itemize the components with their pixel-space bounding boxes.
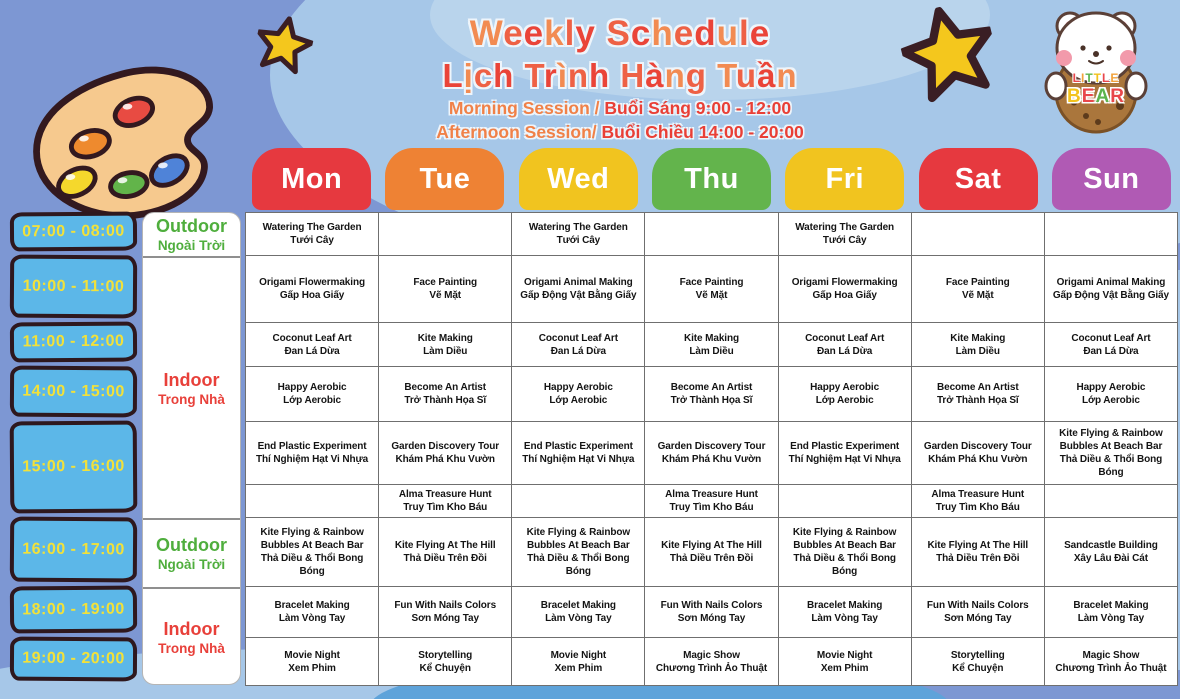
time-slot-label: 18:00 - 19:00	[22, 600, 125, 618]
activity-name-vi: Gấp Động Vật Bằng Giấy	[1052, 290, 1169, 301]
activity-name-vi: Sơn Móng Tay	[677, 613, 746, 624]
activity-name-en: Magic Show	[1082, 649, 1140, 661]
page-title-en: Weekly Schedule	[469, 14, 771, 53]
activity-name-en: Origami Animal Making	[1056, 277, 1166, 288]
activity-name-vi: Thả Diều Trên Đồi	[403, 553, 487, 564]
time-slot-label: 07:00 - 08:00	[22, 222, 125, 240]
paint-palette-icon	[14, 51, 245, 238]
activity-name-en: Happy Aerobic	[1076, 382, 1146, 393]
schedule-cell	[779, 587, 912, 638]
schedule-cell	[379, 422, 512, 485]
schedule-cell	[379, 256, 512, 323]
activity-name-en: Fun With Nails Colors	[394, 600, 497, 611]
day-header-mon	[252, 148, 371, 210]
activity-name-en: Fun With Nails Colors	[660, 600, 763, 611]
activity-name-vi: Xây Lâu Đài Cát	[1073, 553, 1148, 564]
schedule-cell	[912, 485, 1045, 518]
schedule-cell	[246, 638, 379, 686]
activity-name-en: Garden Discovery Tour	[923, 441, 1032, 452]
day-label: Sun	[1083, 162, 1140, 195]
schedule-cell	[912, 587, 1045, 638]
afternoon-session-en: Afternoon Session/	[436, 122, 597, 142]
activity-name-vi: Thả Diều Trên Đồi	[936, 553, 1020, 564]
afternoon-session-vi: Buổi Chiều 14:00 - 20:00	[601, 122, 804, 142]
activity-name-vi: Khám Phá Khu Vườn	[661, 454, 762, 465]
activity-name-vi: Truy Tìm Kho Báu	[669, 502, 754, 513]
activity-name-en: Movie Night	[816, 649, 873, 661]
schedule-cell	[1045, 485, 1178, 518]
time-slot	[10, 322, 137, 363]
schedule-cell	[779, 256, 912, 323]
time-slot-label: 15:00 - 16:00	[22, 457, 125, 476]
activity-name-en: Bracelet Making	[807, 600, 883, 611]
day-header-thu	[652, 148, 771, 210]
activity-name-vi: Khám Phá Khu Vườn	[928, 454, 1028, 465]
time-slot	[10, 586, 137, 634]
schedule-cell	[512, 213, 645, 256]
activity-name-vi: Đan Lá Dừa	[550, 345, 606, 357]
schedule-cell	[779, 638, 912, 686]
time-slot-label: 19:00 - 20:00	[22, 649, 125, 668]
activity-name-vi: Thả Diều & Thổi Bong Bóng	[1059, 454, 1163, 478]
schedule-cell	[512, 485, 645, 518]
section-indoor-3	[143, 587, 240, 685]
activity-name-vi: Đan Lá Dừa	[284, 345, 340, 357]
activity-name-en: Origami Flowermaking	[791, 277, 898, 288]
section-outdoor-2	[143, 518, 240, 587]
activity-name-en: Storytelling	[418, 649, 473, 661]
activity-name-en: Watering The Garden	[795, 222, 895, 233]
activity-name-vi: Kể Chuyện	[419, 662, 471, 674]
activity-name-en: End Plastic Experiment	[523, 441, 633, 452]
activity-name-vi: Gấp Động Vật Bằng Giấy	[520, 290, 637, 301]
activity-name-vi: Chương Trình Ảo Thuật	[655, 662, 768, 674]
day-header-sun	[1052, 148, 1171, 210]
activity-name-vi: Khám Phá Khu Vườn	[395, 454, 495, 465]
day-label: Fri	[825, 162, 865, 195]
schedule-cell	[779, 518, 912, 587]
day-label: Thu	[684, 162, 739, 195]
schedule-cell	[645, 485, 778, 518]
activity-name-vi: Truy Tìm Kho Báu	[403, 502, 488, 513]
activity-name-en: End Plastic Experiment	[257, 441, 367, 452]
activity-name-vi: Vẽ Mặt	[429, 290, 462, 301]
activity-name-vi: Xem Phim	[288, 662, 336, 674]
activity-name-en: Face Painting	[945, 277, 1010, 288]
activity-name-en: Storytelling	[950, 649, 1005, 661]
schedule-cell	[912, 367, 1045, 422]
schedule-cell	[779, 485, 912, 518]
schedule-cell	[512, 367, 645, 422]
activity-name-vi: Thí Nghiệm Hạt Vi Nhựa	[788, 454, 901, 465]
time-slot	[10, 255, 137, 319]
activity-name-vi: Sơn Móng Tay	[411, 613, 479, 624]
schedule-cell	[645, 213, 778, 256]
time-slot	[10, 517, 137, 583]
schedule-cell	[379, 638, 512, 686]
day-label: Tue	[419, 162, 471, 195]
schedule-cell	[512, 587, 645, 638]
day-label: Sat	[954, 162, 1002, 195]
activity-name-vi: Tưới Cây	[556, 235, 601, 246]
activity-name-en: Kite Flying & Rainbow Bubbles At Beach Bar	[260, 527, 364, 551]
page-title-vi: Lịch Trình Hàng Tuần	[442, 57, 798, 94]
day-label: Mon	[281, 162, 343, 195]
activity-name-vi: Xem Phim	[820, 662, 869, 674]
schedule-cell	[912, 518, 1045, 587]
activity-name-vi: Gấp Hoa Giấy	[812, 290, 877, 301]
schedule-cell	[246, 587, 379, 638]
activity-name-vi: Thí Nghiệm Hạt Vi Nhựa	[256, 454, 369, 465]
section-label-en: Indoor	[163, 369, 220, 390]
day-header-tue	[385, 148, 504, 210]
schedule-cell	[912, 422, 1045, 485]
time-slot	[10, 421, 138, 514]
activity-name-vi: Thả Diều & Thổi Bong Bóng	[260, 553, 364, 577]
activity-name-vi: Lớp Aerobic	[1081, 395, 1140, 406]
activity-name-vi: Lớp Aerobic	[815, 395, 874, 406]
schedule-cell	[379, 485, 512, 518]
schedule-cell	[379, 587, 512, 638]
schedule-cell	[246, 485, 379, 518]
activity-name-en: Coconut Leaf Art	[538, 332, 618, 344]
schedule-cell	[645, 638, 778, 686]
activity-name-en: Watering The Garden	[262, 222, 362, 233]
activity-name-en: Bracelet Making	[274, 600, 350, 611]
activity-name-vi: Thả Diều Trên Đồi	[669, 553, 754, 564]
activity-name-vi: Tưới Cây	[290, 235, 334, 246]
activity-name-en: Garden Discovery Tour	[391, 441, 500, 452]
time-slot	[10, 637, 137, 682]
activity-name-en: Coconut Leaf Art	[1071, 332, 1151, 344]
activity-name-vi: Tưới Cây	[822, 235, 867, 246]
section-label-vi: Trong Nhà	[158, 391, 225, 407]
activity-name-en: Kite Flying & Rainbow Bubbles At Beach Bar	[526, 527, 631, 551]
schedule-cell	[379, 518, 512, 587]
activity-name-vi: Làm Vòng Tay	[545, 613, 612, 624]
activity-name-vi: Trở Thành Họa Sĩ	[404, 395, 487, 406]
section-label-en: Indoor	[163, 619, 220, 639]
section-column	[142, 212, 241, 685]
schedule-cell	[1045, 256, 1178, 323]
time-slot-label: 14:00 - 15:00	[22, 382, 125, 400]
activity-name-en: Kite Making	[950, 332, 1006, 344]
schedule-cell	[512, 323, 645, 367]
activity-name-en: Origami Animal Making	[524, 277, 633, 288]
section-indoor-1	[143, 256, 240, 518]
activity-name-en: Alma Treasure Hunt	[665, 489, 758, 500]
day-header-sat	[919, 148, 1038, 210]
activity-name-en: Watering The Garden	[528, 222, 628, 233]
activity-name-vi: Kể Chuyện	[952, 662, 1004, 674]
schedule-cell	[246, 213, 379, 256]
schedule-cell	[379, 367, 512, 422]
activity-name-vi: Đan Lá Dừa	[1083, 345, 1139, 357]
activity-name-en: Kite Making	[683, 332, 739, 344]
activity-name-en: Alma Treasure Hunt	[931, 489, 1025, 500]
time-slot	[10, 366, 137, 418]
schedule-cell	[645, 587, 778, 638]
time-slot-label: 10:00 - 11:00	[22, 277, 125, 295]
activity-name-en: Become An Artist	[404, 382, 486, 393]
schedule-cell	[912, 213, 1045, 256]
schedule-cell	[1045, 587, 1178, 638]
schedule-grid	[245, 212, 1178, 686]
activity-name-en: Movie Night	[550, 649, 607, 661]
morning-session-vi: Buổi Sáng 9:00 - 12:00	[604, 98, 792, 118]
schedule-cell	[246, 323, 379, 367]
activity-name-vi: Trở Thành Họa Sĩ	[670, 395, 753, 406]
activity-name-vi: Thí Nghiệm Hạt Vi Nhựa	[522, 454, 635, 465]
activity-name-en: Sandcastle Building	[1064, 540, 1158, 551]
schedule-cell	[379, 323, 512, 367]
schedule-cell	[246, 422, 379, 485]
activity-name-vi: Làm Vòng Tay	[278, 613, 346, 624]
activity-name-en: Become An Artist	[936, 382, 1019, 393]
activity-name-en: Origami Flowermaking	[259, 277, 365, 288]
schedule-cell	[645, 422, 778, 485]
schedule-cell	[779, 323, 912, 367]
activity-name-en: Bracelet Making	[540, 600, 616, 611]
schedule-cell	[912, 256, 1045, 323]
schedule-cell	[645, 256, 778, 323]
activity-name-vi: Gấp Hoa Giấy	[279, 290, 345, 301]
time-column	[10, 212, 137, 685]
activity-name-vi: Truy Tìm Kho Báu	[935, 502, 1020, 513]
section-label-vi: Trong Nhà	[158, 641, 225, 656]
activity-name-en: Happy Aerobic	[810, 382, 880, 393]
logo-line-bear: BEAR	[1067, 85, 1125, 107]
activity-name-en: Kite Flying & Rainbow Bubbles At Beach Bar	[1059, 428, 1163, 452]
schedule-cell	[1045, 367, 1178, 422]
activity-name-en: Coconut Leaf Art	[805, 332, 885, 344]
logo-text	[1026, 70, 1166, 107]
activity-name-vi: Lớp Aerobic	[283, 395, 341, 406]
schedule-cell	[645, 367, 778, 422]
activity-name-vi: Trở Thành Họa Sĩ	[936, 395, 1019, 406]
afternoon-session-line	[250, 122, 990, 143]
schedule-cell	[512, 256, 645, 323]
activity-name-vi: Làm Diều	[423, 345, 468, 357]
schedule-cell	[246, 518, 379, 587]
activity-name-vi: Chương Trình Ảo Thuật	[1055, 662, 1167, 674]
activity-name-en: Fun With Nails Colors	[926, 600, 1029, 611]
activity-name-en: Movie Night	[284, 649, 340, 661]
activity-name-vi: Xem Phim	[554, 662, 603, 674]
schedule-cell	[512, 422, 645, 485]
activity-name-vi: Vẽ Mặt	[695, 290, 728, 301]
header	[250, 14, 990, 143]
little-bear-logo	[1026, 4, 1166, 146]
activity-name-vi: Thả Diều & Thổi Bong Bóng	[527, 553, 630, 577]
activity-name-vi: Làm Diều	[955, 345, 1000, 357]
activity-name-vi: Vẽ Mặt	[961, 290, 994, 301]
activity-name-en: Coconut Leaf Art	[272, 332, 352, 344]
day-label: Wed	[547, 162, 610, 195]
activity-name-en: Kite Flying At The Hill	[661, 540, 762, 551]
schedule-cell	[645, 518, 778, 587]
activity-name-en: Alma Treasure Hunt	[398, 489, 492, 500]
schedule-cell	[512, 638, 645, 686]
day-header-fri	[785, 148, 904, 210]
activity-name-en: Face Painting	[413, 277, 478, 288]
schedule-cell	[779, 213, 912, 256]
activity-name-vi: Sơn Móng Tay	[944, 613, 1012, 624]
schedule-cell	[1045, 638, 1178, 686]
activity-name-vi: Làm Vòng Tay	[1077, 613, 1145, 624]
activity-name-vi: Lớp Aerobic	[549, 395, 608, 406]
morning-session-en: Morning Session /	[448, 98, 600, 118]
schedule-cell	[779, 367, 912, 422]
activity-name-en: Happy Aerobic	[543, 382, 613, 393]
activity-name-en: Become An Artist	[670, 382, 753, 393]
activity-name-en: Kite Flying & Rainbow Bubbles At Beach Bar	[792, 527, 897, 551]
section-label-en: Outdoor	[156, 535, 227, 555]
section-label-vi: Ngoài Trời	[157, 238, 226, 253]
activity-name-en: Face Painting	[679, 277, 744, 288]
schedule-cell	[512, 518, 645, 587]
activity-name-en: End Plastic Experiment	[790, 441, 900, 452]
schedule-cell	[1045, 213, 1178, 256]
schedule-cell	[246, 256, 379, 323]
schedule-cell	[645, 323, 778, 367]
schedule-cell	[246, 367, 379, 422]
morning-session-line	[250, 98, 990, 119]
time-slot-label: 11:00 - 12:00	[22, 332, 125, 351]
section-label-en: Outdoor	[156, 216, 227, 236]
activity-name-en: Bracelet Making	[1073, 600, 1149, 611]
time-slot-label: 16:00 - 17:00	[22, 540, 125, 558]
activity-name-vi: Thả Diều & Thổi Bong Bóng	[793, 553, 896, 577]
time-slot	[10, 212, 137, 252]
day-header-wed	[519, 148, 638, 210]
schedule-cell	[912, 323, 1045, 367]
schedule-cell	[379, 213, 512, 256]
schedule-cell	[779, 422, 912, 485]
schedule-cell	[1045, 518, 1178, 587]
activity-name-vi: Làm Vòng Tay	[811, 613, 878, 624]
schedule-cell	[1045, 323, 1178, 367]
logo-line-little: LITTLE	[1072, 71, 1120, 85]
activity-name-en: Happy Aerobic	[277, 382, 347, 393]
schedule-cell	[912, 638, 1045, 686]
activity-name-en: Kite Making	[417, 332, 473, 344]
activity-name-vi: Làm Diều	[689, 345, 734, 357]
activity-name-en: Kite Flying At The Hill	[927, 540, 1029, 551]
day-header-row	[245, 148, 1178, 210]
activity-name-en: Kite Flying At The Hill	[394, 540, 496, 551]
section-label-vi: Ngoài Trời	[157, 557, 226, 572]
activity-name-en: Garden Discovery Tour	[657, 441, 766, 452]
activity-name-vi: Đan Lá Dừa	[817, 345, 873, 357]
activity-name-en: Magic Show	[683, 649, 740, 661]
section-outdoor-0	[143, 213, 240, 256]
schedule-cell	[1045, 422, 1178, 485]
